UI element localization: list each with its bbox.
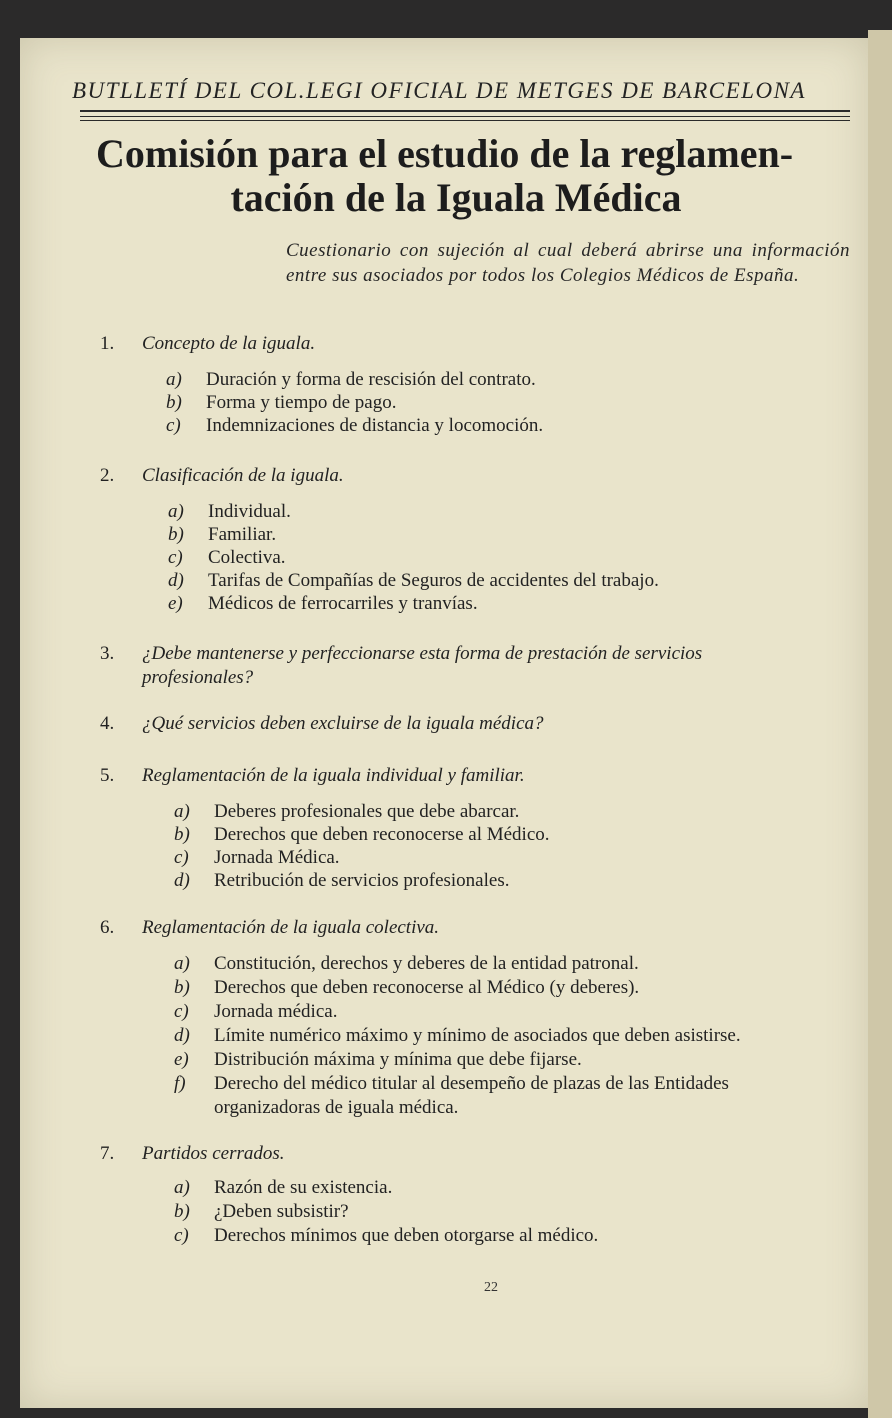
- item-text: Jornada médica.: [214, 1001, 338, 1022]
- item-letter: b): [174, 824, 190, 845]
- section-5: [100, 764, 860, 892]
- list-item: [174, 1024, 860, 1048]
- list-item-continuation: [174, 1096, 860, 1120]
- section-heading: [100, 332, 860, 356]
- article-title-line1: Comisión para el estudio de la reglamen-: [96, 131, 794, 176]
- item-text: Distribución máxima y mínima que debe fijarse.: [214, 1049, 582, 1070]
- item-letter: c): [166, 415, 181, 436]
- list-item: [174, 823, 860, 846]
- section-number: 1.: [100, 333, 115, 354]
- section-heading: [100, 764, 860, 788]
- item-letter: a): [174, 953, 190, 974]
- item-letter: a): [174, 801, 190, 822]
- item-letter: b): [174, 977, 190, 998]
- list-item: [174, 1200, 860, 1224]
- adjacent-page-edge: [868, 30, 892, 1418]
- item-letter: e): [168, 593, 183, 614]
- list-item: [166, 391, 860, 414]
- item-letter: a): [166, 369, 182, 390]
- section-heading-continuation: [100, 666, 860, 690]
- list-item: [168, 500, 860, 523]
- item-text: Derecho del médico titular al desempeño de plazas de las Entidades: [214, 1073, 729, 1094]
- item-letter: c): [168, 547, 183, 568]
- article-title: [96, 132, 856, 220]
- section-number: 3.: [100, 643, 115, 664]
- item-letter: c): [174, 1225, 189, 1246]
- list-item: [174, 976, 860, 1000]
- section-title: Partidos cerrados.: [142, 1143, 285, 1164]
- item-letter: a): [174, 1177, 190, 1198]
- item-text: Médicos de ferrocarriles y tranvías.: [208, 593, 478, 614]
- section-number: 7.: [100, 1143, 115, 1164]
- list-item: [174, 952, 860, 976]
- running-header: BUTLLETÍ DEL COL.LEGI OFICIAL DE METGES DE BARCELONA: [72, 78, 806, 103]
- item-letter: e): [174, 1049, 189, 1070]
- section-number: 2.: [100, 465, 115, 486]
- section-heading: [100, 464, 860, 488]
- section-heading: [100, 642, 860, 666]
- item-text: Forma y tiempo de pago.: [206, 392, 397, 413]
- item-letter: b): [174, 1201, 190, 1222]
- section-title: Reglamentación de la iguala individual y familiar.: [142, 765, 525, 786]
- item-letter: b): [166, 392, 182, 413]
- article-title-line2: tación de la Iguala Médica: [230, 175, 682, 220]
- item-text: Razón de su existencia.: [214, 1177, 393, 1198]
- section-4: [100, 712, 860, 736]
- list-item: [174, 1000, 860, 1024]
- section-heading: [100, 712, 860, 736]
- item-letter: a): [168, 501, 184, 522]
- section-6: [100, 916, 860, 1120]
- header-rule: [80, 116, 850, 117]
- item-text: Deberes profesionales que debe abarcar.: [214, 801, 520, 822]
- item-text: Individual.: [208, 501, 291, 522]
- section-title: Concepto de la iguala.: [142, 333, 316, 354]
- section-heading: [100, 1142, 860, 1166]
- item-text: Derechos que deben reconocerse al Médico.: [214, 824, 550, 845]
- list-item: [174, 800, 860, 823]
- item-text: Indemnizaciones de distancia y locomoción.: [206, 415, 544, 436]
- list-item: [174, 1048, 860, 1072]
- item-text: Retribución de servicios profesionales.: [214, 870, 510, 891]
- list-item: [174, 869, 860, 892]
- item-text: Colectiva.: [208, 547, 286, 568]
- list-item: [168, 546, 860, 569]
- item-text: Duración y forma de rescisión del contrato.: [206, 369, 536, 390]
- list-item: [166, 368, 860, 391]
- item-text: Constitución, derechos y deberes de la entidad patronal.: [214, 953, 639, 974]
- list-item: [168, 523, 860, 546]
- section-number: 6.: [100, 917, 115, 938]
- item-text: Jornada Médica.: [214, 847, 340, 868]
- list-item: [174, 1224, 860, 1248]
- item-text: Límite numérico máximo y mínimo de asociados que deben asistirse.: [214, 1025, 741, 1046]
- header-rule: [80, 110, 850, 112]
- list-item: [168, 592, 860, 615]
- section-1: [100, 332, 860, 437]
- item-text: Derechos mínimos que deben otorgarse al médico.: [214, 1225, 599, 1246]
- item-text: Derechos que deben reconocerse al Médico (y deberes).: [214, 977, 640, 998]
- item-text: ¿Deben subsistir?: [214, 1201, 349, 1222]
- list-item: [174, 1072, 860, 1096]
- list-item: [174, 1176, 860, 1200]
- item-letter: d): [168, 570, 184, 591]
- section-title: Reglamentación de la iguala colectiva.: [142, 917, 440, 938]
- section-number: 4.: [100, 713, 115, 734]
- section-number: 5.: [100, 765, 115, 786]
- section-heading: [100, 916, 860, 940]
- item-letter: b): [168, 524, 184, 545]
- section-title-cont: profesionales?: [142, 667, 254, 688]
- item-text: Familiar.: [208, 524, 277, 545]
- item-letter: d): [174, 870, 190, 891]
- section-3: [100, 642, 860, 690]
- item-letter: f): [174, 1073, 186, 1094]
- intro-paragraph: Cuestionario con sujeción al cual deberá abrirse una información entre sus asociados por todos los Colegios Médicos de España.: [286, 240, 850, 286]
- item-letter: c): [174, 847, 189, 868]
- header-rule: [80, 120, 850, 121]
- list-item: [166, 414, 860, 437]
- item-text: Tarifas de Compañías de Seguros de accidentes del trabajo.: [208, 570, 659, 591]
- item-letter: d): [174, 1025, 190, 1046]
- page-number: 22: [484, 1280, 498, 1295]
- section-title: ¿Qué servicios deben excluirse de la iguala médica?: [142, 713, 544, 734]
- item-letter: c): [174, 1001, 189, 1022]
- list-item: [174, 846, 860, 869]
- section-title: ¿Debe mantenerse y perfeccionarse esta forma de prestación de servicios: [142, 643, 703, 664]
- list-item: [168, 569, 860, 592]
- section-title: Clasificación de la iguala.: [142, 465, 344, 486]
- item-text-cont: organizadoras de iguala médica.: [214, 1097, 459, 1118]
- section-7: [100, 1142, 860, 1248]
- section-2: [100, 464, 860, 615]
